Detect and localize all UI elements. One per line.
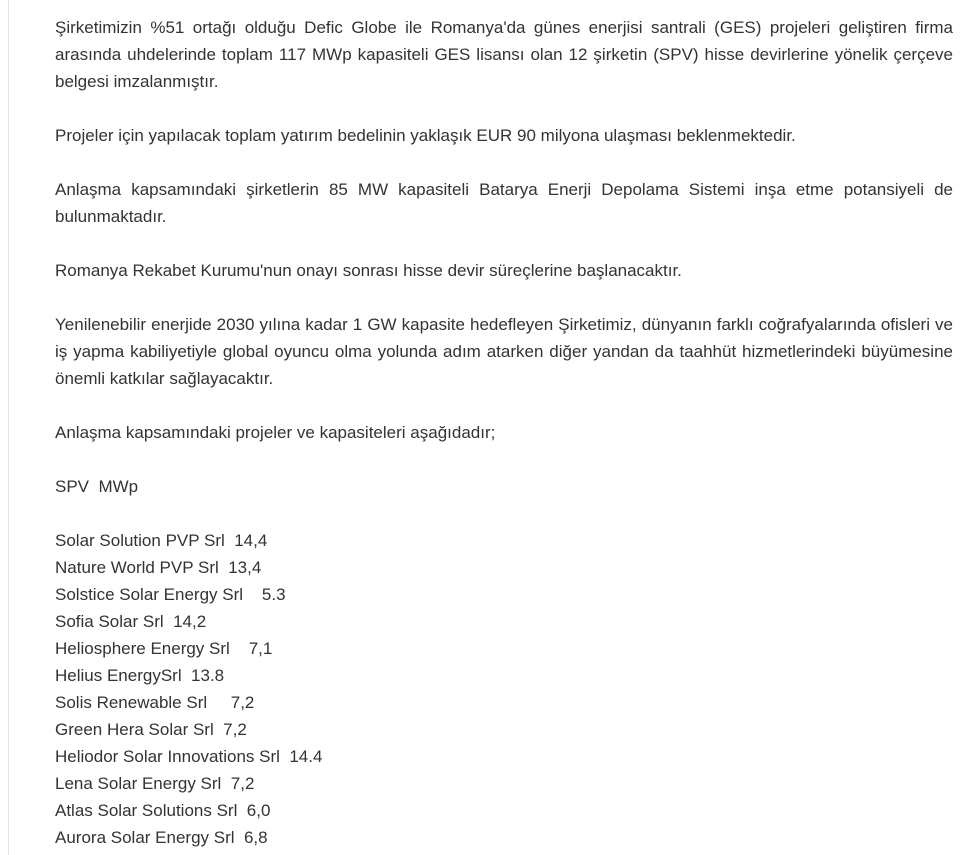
spv-list-item: Solstice Solar Energy Srl 5.3 [55, 585, 286, 604]
paragraph-agreement: Şirketimizin %51 ortağı olduğu Defic Globe ile Romanya'da günes enerjisi santrali (GES) projeleri geliştiren firma arasında uhdelerinde toplam 117 MWp kapasiteli GES lisansı olan 12 şirketin (SPV) hisse devirlerine yönelik çerçeve belgesi imzalanmıştır. [55, 18, 953, 91]
spv-project-list [55, 527, 953, 851]
paragraph-competition-approval: Romanya Rekabet Kurumu'nun onayı sonrası hisse devir süreçlerine başlanacaktır. [55, 261, 682, 280]
paragraph-projects-intro: Anlaşma kapsamındaki projeler ve kapasiteleri aşağıdadır; [55, 423, 496, 442]
spv-list-item: Heliosphere Energy Srl 7,1 [55, 639, 273, 658]
spv-list-item: Solar Solution PVP Srl 14,4 [55, 531, 268, 550]
spv-list-item: Helius EnergySrl 13.8 [55, 666, 225, 685]
spv-list-item: Nature World PVP Srl 13,4 [55, 558, 262, 577]
spv-list-item: Lena Solar Energy Srl 7,2 [55, 774, 255, 793]
spv-list-item: Green Hera Solar Srl 7,2 [55, 720, 247, 739]
spv-list-item: Heliodor Solar Innovations Srl 14.4 [55, 747, 323, 766]
spv-table-header: SPV MWp [55, 477, 139, 496]
left-border-line [8, 0, 9, 855]
paragraph-battery-storage: Anlaşma kapsamındaki şirketlerin 85 MW kapasiteli Batarya Enerji Depolama Sistemi inşa etme potansiyeli de bulunmaktadır. [55, 180, 953, 226]
paragraph-investment: Projeler için yapılacak toplam yatırım bedelinin yaklaşık EUR 90 milyona ulaşması beklenmektedir. [55, 126, 796, 145]
spv-list-item: Solis Renewable Srl 7,2 [55, 693, 255, 712]
article-body [55, 14, 953, 851]
spv-list-item: Aurora Solar Energy Srl 6,8 [55, 828, 268, 847]
spv-list-item: Sofia Solar Srl 14,2 [55, 612, 207, 631]
spv-list-item: Atlas Solar Solutions Srl 6,0 [55, 801, 271, 820]
paragraph-renewable-target: Yenilenebilir enerjide 2030 yılına kadar 1 GW kapasite hedefleyen Şirketimiz, dünyanın farklı coğrafyalarında ofisleri ve iş yapma kabiliyetiyle global oyuncu olma yolunda adım atarken diğer yandan da taahhüt hizmetlerindeki büyümesine önemli katkılar sağlayacaktır. [55, 315, 953, 388]
